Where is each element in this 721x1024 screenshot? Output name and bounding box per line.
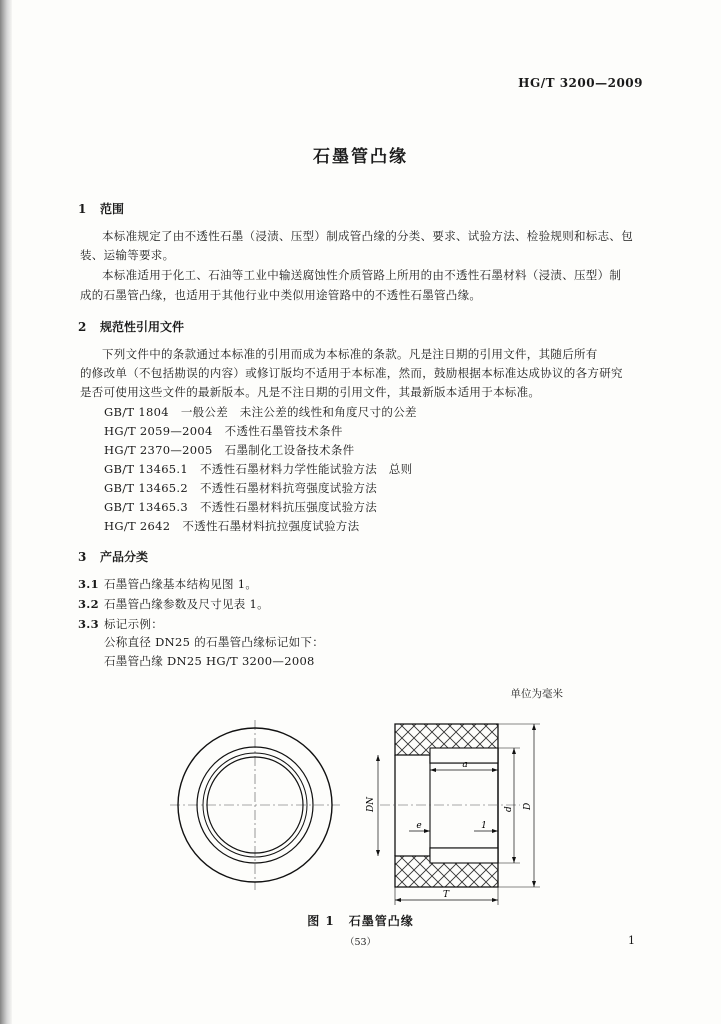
dim-1-label: 1 <box>481 821 487 831</box>
clause-3-1: 3.1 石墨管凸缘基本结构见图 1。 <box>78 577 258 591</box>
figure-caption: 图 1 石墨管凸缘 <box>307 914 414 928</box>
marking-example-line-1: 公称直径 DN25 的石墨管凸缘标记如下： <box>104 635 325 649</box>
page-title: 石墨管凸缘 <box>313 147 408 167</box>
section-1-para-1-line-2: 装、运输等要求。 <box>80 248 175 262</box>
dim-dn-label: DN <box>366 796 376 812</box>
reference-item: GB/T 13465.3 不透性石墨材料抗压强度试验方法 <box>104 500 377 514</box>
reference-item: HG/T 2370—2005 石墨制化工设备技术条件 <box>104 443 355 457</box>
marking-example-line-2: 石墨管凸缘 DN25 HG/T 3200—2008 <box>104 654 315 668</box>
section-1-para-2-line-2: 成的石墨管凸缘，也适用于其他行业中类似用途管路中的不透性石墨管凸缘。 <box>80 288 482 302</box>
section-3-heading: 3 产品分类 <box>78 550 149 564</box>
reference-item: GB/T 1804 一般公差 未注公差的线性和角度尺寸的公差 <box>104 405 417 419</box>
inner-page-number: （53） <box>344 937 377 948</box>
reference-item: GB/T 13465.2 不透性石墨材料抗弯强度试验方法 <box>104 481 377 495</box>
dim-e-label: e <box>416 821 422 831</box>
section-2-intro-line-2: 的修改单（不包括勘误的内容）或修订版均不适用于本标准，然而，鼓励根据本标准达成协议的各方研究 <box>80 366 623 380</box>
section-1-para-2-line-1: 本标准适用于化工、石油等工业中输送腐蚀性介质管路上所用的由不透性石墨材料（浸渍、压型）制 <box>102 268 622 282</box>
section-view <box>366 724 540 905</box>
section-1-para-1-line-1: 本标准规定了由不透性石墨（浸渍、压型）制成管凸缘的分类、要求、试验方法、检验规则和标志、包 <box>102 229 633 243</box>
dim-e-arrow <box>424 829 430 833</box>
reference-item: HG/T 2642 不透性石墨材料抗拉强度试验方法 <box>104 519 360 533</box>
clause-3-2: 3.2 石墨管凸缘参数及尺寸见表 1。 <box>78 597 269 611</box>
unit-note: 单位为毫米 <box>510 688 563 700</box>
page-number: 1 <box>628 934 635 947</box>
reference-item: HG/T 2059—2004 不透性石墨管技术条件 <box>104 424 343 438</box>
front-view <box>170 720 340 890</box>
section-1-heading: 1 范围 <box>78 202 125 216</box>
figure-1-drawing <box>0 700 721 910</box>
dim-d-label: d <box>504 806 514 812</box>
pipe-wall-bottom <box>430 848 498 863</box>
dim-a-label: a <box>462 760 468 770</box>
standard-code: HG/T 3200—2009 <box>518 76 643 90</box>
section-2-intro-line-3: 是否可使用这些文件的最新版本。凡是不注日期的引用文件，其最新版本适用于本标准。 <box>80 385 541 399</box>
dim-D-label: D <box>523 802 533 810</box>
section-2-intro-line-1: 下列文件中的条款通过本标准的引用而成为本标准的条款。凡是注日期的引用文件，其随后所有 <box>102 347 598 361</box>
clause-3-3: 3.3 标记示例： <box>78 617 163 631</box>
section-2-heading: 2 规范性引用文件 <box>78 320 185 334</box>
dim-1-arrow <box>492 829 498 833</box>
reference-item: GB/T 13465.1 不透性石墨材料力学性能试验方法 总则 <box>104 462 413 476</box>
dim-T-label: T <box>442 890 450 900</box>
